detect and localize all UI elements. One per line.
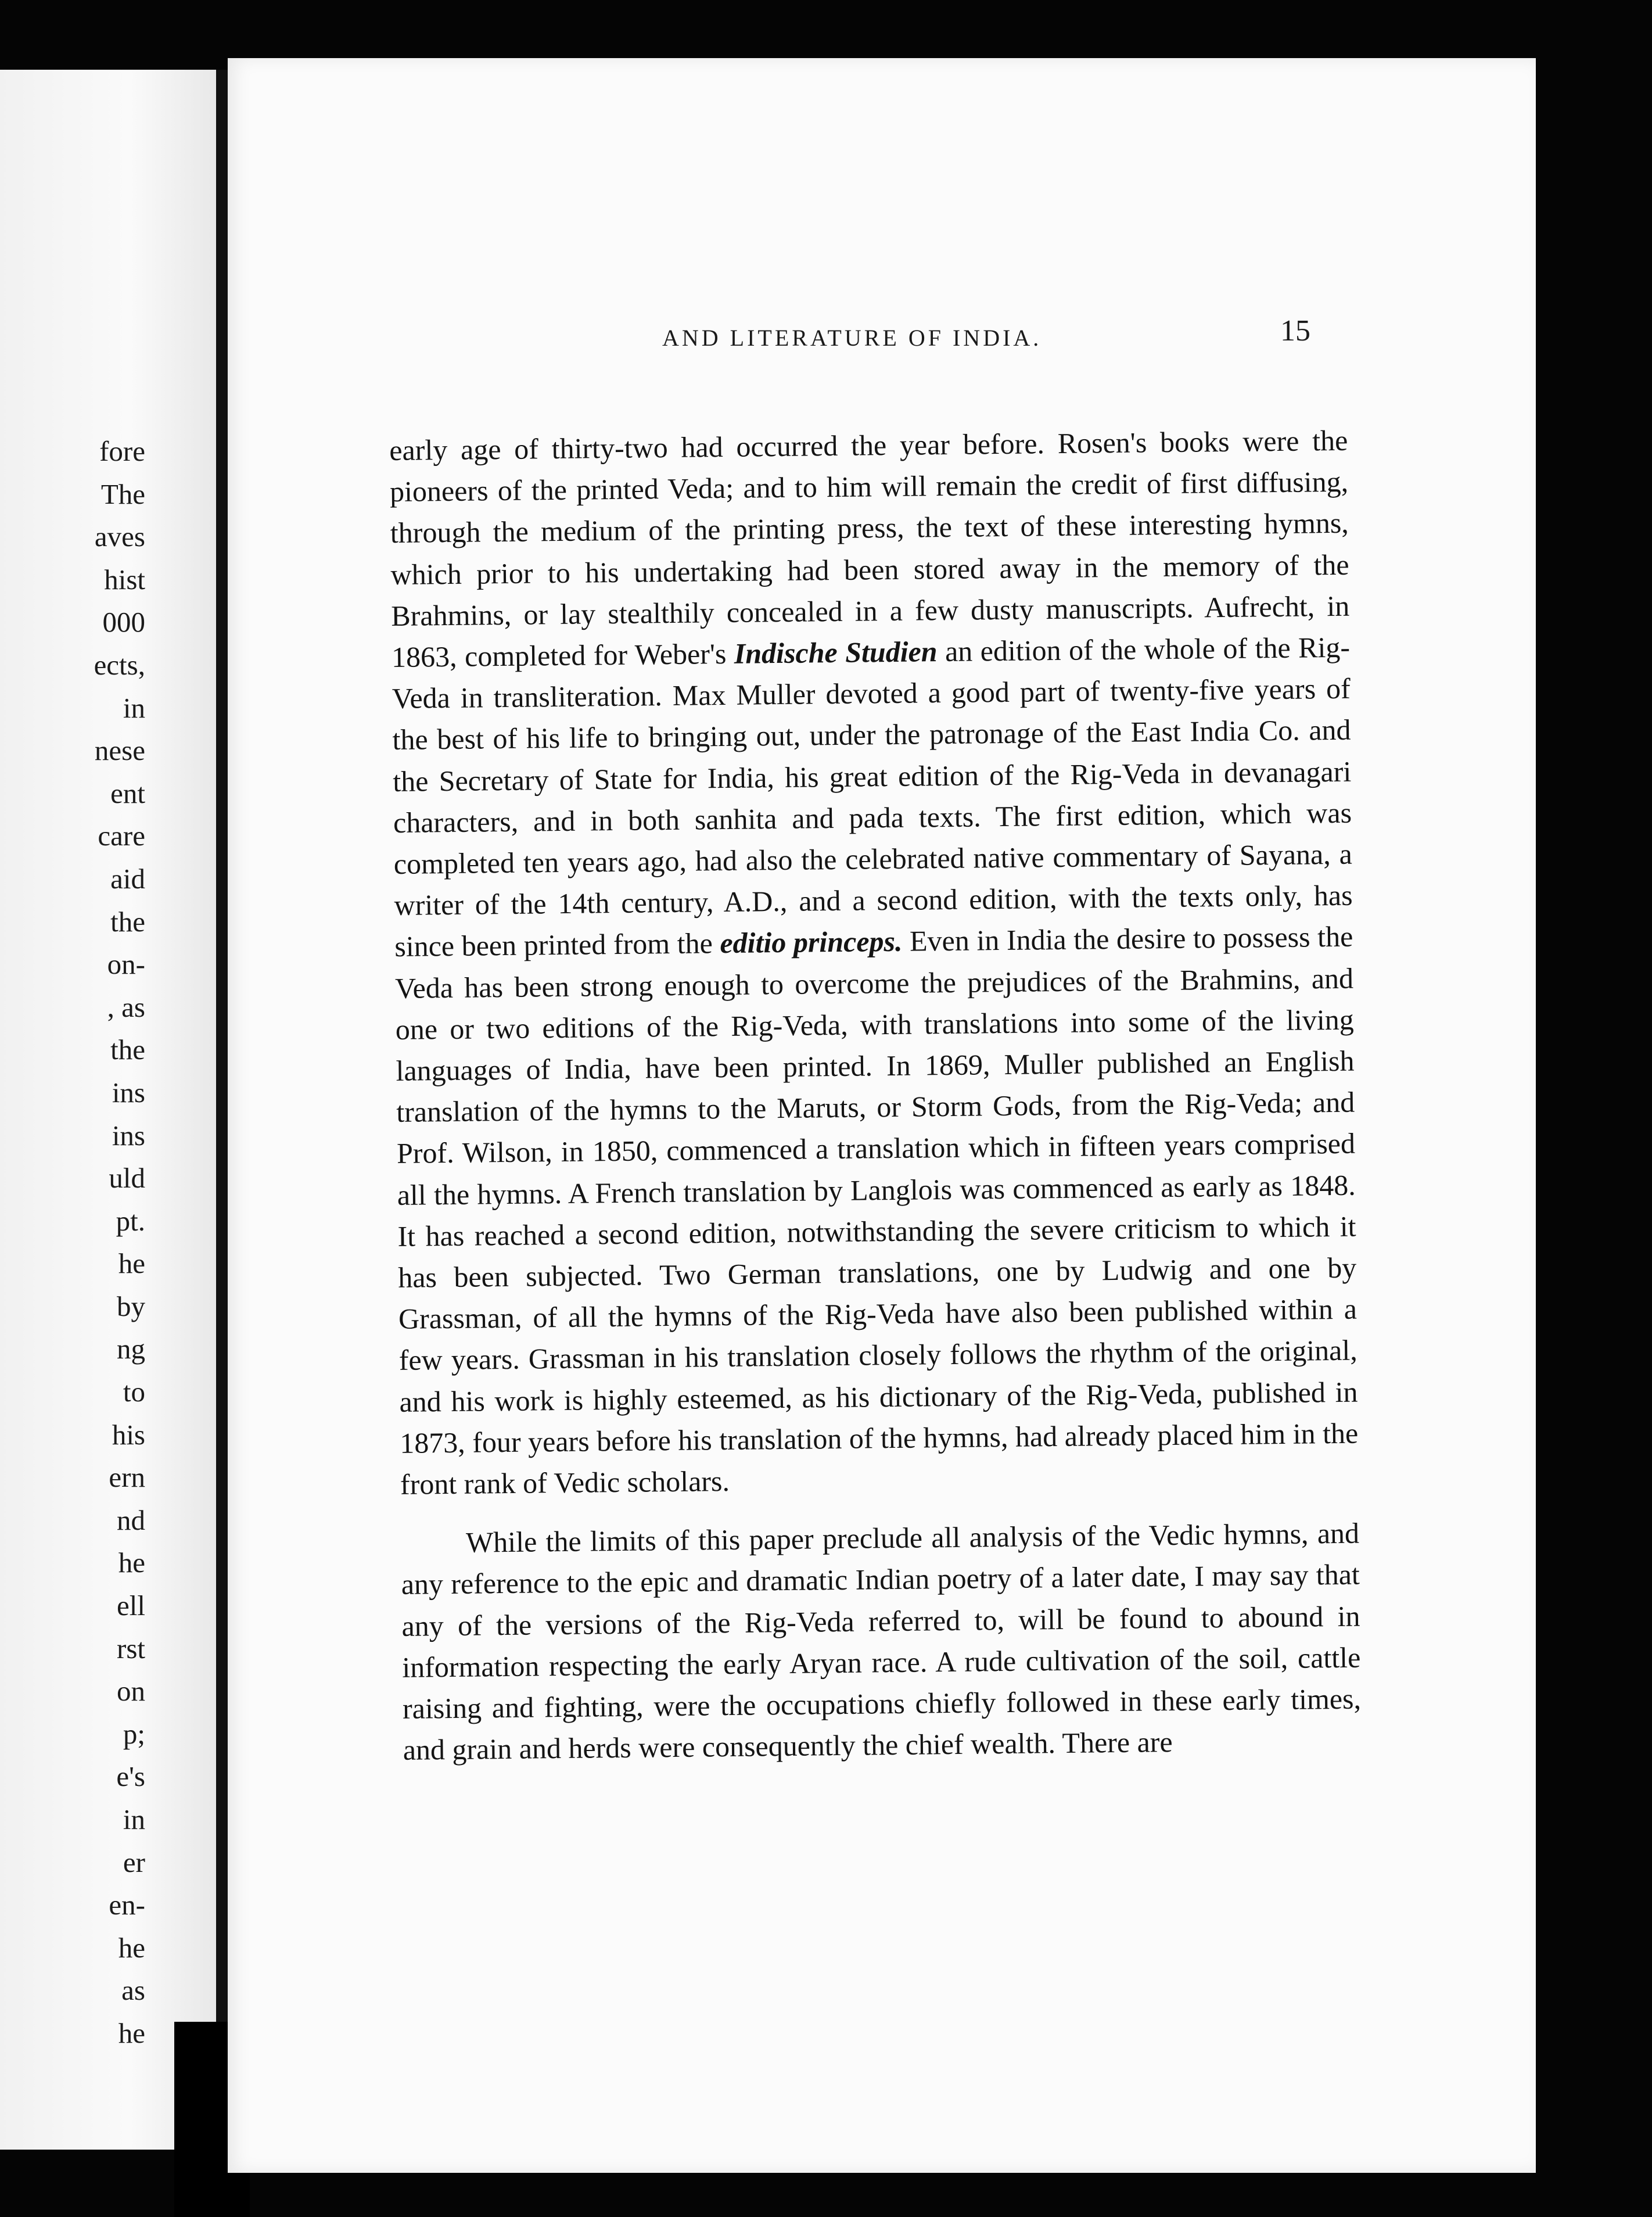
left-page-fragment: ell: [117, 1590, 145, 1622]
left-page-fragment: p;: [123, 1717, 145, 1750]
left-page-fragment: The: [100, 478, 145, 510]
left-page-fragment: 000: [102, 606, 145, 638]
left-page-fragment: ent: [110, 777, 145, 809]
left-page-fragment: fore: [99, 435, 145, 467]
left-page-fragment: e's: [116, 1760, 145, 1793]
paragraph-1-part-3: Even in India the desire to possess the Veda has been strong enough to overcome the prejudices of the Brahmins, and one or two editions of the Rig-Veda, with translations into some of the living languages of India, have been printed. In 1869, Muller published an English translation of the hymns to the Maruts, or Storm Gods, from the Rig-Veda; and Prof. Wilson, in 1850, commenced a translation which in fifteen years comprised all the hymns. A French translation by Langlois was commenced as early as 1848. It has reached a second edition, notwithstanding the severe criticism to which it has been subjected. Two German translations, one by Ludwig and one by Grassman, of all the hymns of the Rig-Veda have also been published within a few years. Grassman in his translation closely follows the rhythm of the original, and his work is highly esteemed, as his dictionary of the Rig-Veda, published in 1873, four years before his translation of the hymns, had already placed him in the front rank of Vedic scholars.: [394, 920, 1359, 1501]
paragraph-2: While the limits of this paper preclude all analysis of the Vedic hymns, and any reference to the epic and dramatic Indian poetry of a later date, I may say that any of the versions of the Rig-Veda referred to, will be found to abound in information respecting the early Aryan race. A rude cultivation of the soil, cattle raising and fighting, were the occupations chiefly followed in these early times, and grain and herds were consequently the chief wealth. There are: [401, 1516, 1362, 1767]
running-title: AND LITERATURE OF INDIA.: [662, 325, 1042, 351]
left-page-fragment: the: [110, 905, 145, 938]
left-page-fragment: ins: [112, 1076, 145, 1108]
left-page-fragment: aid: [110, 862, 145, 895]
running-header: [228, 314, 1536, 360]
left-page-fragment: ects,: [94, 648, 145, 681]
left-page-fragment: nese: [94, 734, 145, 767]
page-number: 15: [1280, 314, 1310, 347]
left-page-fragment: on-: [107, 948, 145, 981]
left-page-fragment: ng: [117, 1333, 145, 1365]
left-page-fragment: care: [98, 820, 145, 852]
left-page-fragment: hist: [104, 563, 145, 595]
left-page-fragment: er: [123, 1846, 145, 1878]
italic-editio-princeps: editio princeps.: [720, 925, 903, 960]
paragraph-1-part-1: early age of thirty-two had occurred the year before. Rosen's books were the pioneers of the printed Veda; and to him will remain the credit of first diffusing, through the medium of the printing press, the text of these interesting hymns, which prior to his undertaking had been stored away in the memory of the Brahmins, or lay stealthily concealed in a few dusty manuscripts. Aufrecht, in 1863, completed for Weber's: [389, 424, 1350, 673]
left-page-fragment: pt.: [116, 1204, 145, 1237]
left-page-fragment: , as: [107, 991, 145, 1023]
left-page-fragment: rst: [117, 1632, 145, 1664]
page-15: [228, 58, 1536, 2173]
left-page-fragment: en-: [109, 1889, 145, 1921]
left-page-fragment: nd: [117, 1504, 145, 1536]
left-page-fragment: aves: [94, 521, 145, 553]
left-page-fragment: to: [123, 1376, 145, 1408]
left-page-fragment: ern: [109, 1461, 145, 1494]
left-page-fragment: on: [117, 1675, 145, 1707]
left-page-fragment: uld: [109, 1162, 145, 1194]
italic-title-indische-studien: Indische Studien: [734, 635, 938, 670]
left-page-fragment: he: [118, 1931, 145, 1964]
left-page-fragment: he: [118, 2017, 145, 2049]
left-page-fragment: in: [123, 1803, 145, 1835]
body-text: [389, 420, 1362, 1771]
left-page-fragment: ins: [112, 1119, 145, 1151]
left-page-text-fragments: [0, 430, 145, 2055]
left-page-fragment: his: [112, 1418, 145, 1451]
left-page-fragment: in: [123, 691, 145, 724]
left-page-fragment: the: [110, 1034, 145, 1066]
book-gutter: [216, 70, 229, 2150]
paragraph-1-part-2: an edition of the whole of the Rig-Veda in transliteration. Max Muller devoted a good part of twenty-five years of the best of his life to bringing out, under the patronage of the East India Co. and the Secretary of State for India, his great edition of the Rig-Veda in devanagari characters, and in both sanhita and pada texts. The first edition, which was completed ten years ago, had also the celebrated native commentary of Sayana, a writer of the 14th century, A.D., and a second edition, with the texts only, has since been printed from the: [392, 630, 1353, 963]
left-page-fragment: he: [118, 1547, 145, 1579]
left-page-fragment: as: [121, 1974, 145, 2007]
paragraph-1: [389, 420, 1359, 1505]
left-page-fragment: by: [117, 1290, 145, 1322]
left-page-fragment: he: [118, 1247, 145, 1280]
left-facing-page: [0, 70, 216, 2150]
